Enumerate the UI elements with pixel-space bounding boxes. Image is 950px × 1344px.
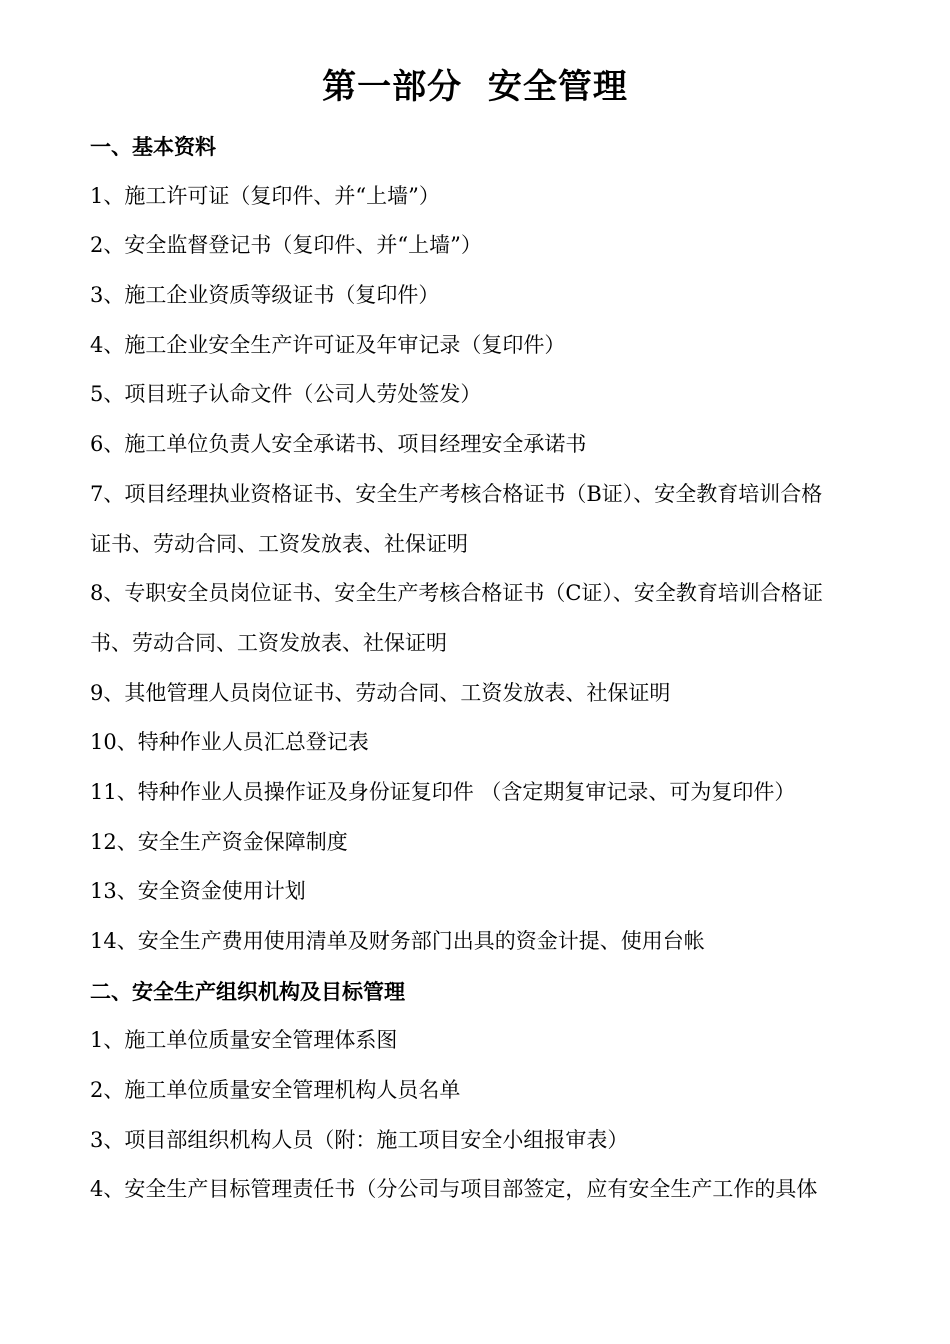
list-item: 13、安全资金使用计划 xyxy=(90,879,306,904)
list-item: 12、安全生产资金保障制度 xyxy=(90,829,348,854)
list-item: 8、专职安全员岗位证书、安全生产考核合格证书（C证）、安全教育培训合格证 xyxy=(90,581,823,606)
list-item: 5、项目班子认命文件（公司人劳处签发） xyxy=(90,382,482,407)
list-item: 2、施工单位质量安全管理机构人员名单 xyxy=(90,1078,461,1103)
list-item: 3、施工企业资质等级证书（复印件） xyxy=(90,283,440,308)
list-item: 11、特种作业人员操作证及身份证复印件 （含定期复审记录、可为复印件） xyxy=(90,779,796,804)
section-heading: 一、基本资料 xyxy=(90,134,216,159)
list-item: 14、安全生产费用使用清单及财务部门出具的资金计提、使用台帐 xyxy=(90,929,705,953)
list-item: 4、安全生产目标管理责任书（分公司与项目部签定，应有安全生产工作的具体 xyxy=(90,1177,818,1202)
list-item: 2、安全监督登记书（复印件、并“上墙”） xyxy=(90,233,482,258)
list-item: 证书、劳动合同、工资发放表、社保证明 xyxy=(90,531,468,556)
list-item: 6、施工单位负责人安全承诺书、项目经理安全承诺书 xyxy=(90,432,587,457)
document-body xyxy=(90,122,865,1215)
list-item: 1、施工许可证（复印件、并“上墙”） xyxy=(90,183,440,208)
list-item: 3、项目部组织机构人员（附：施工项目安全小组报审表） xyxy=(90,1127,629,1152)
list-item: 1、施工单位质量安全管理体系图 xyxy=(90,1028,398,1053)
list-item: 7、项目经理执业资格证书、安全生产考核合格证书（B证）、安全教育培训合格 xyxy=(90,481,823,506)
list-item: 4、施工企业安全生产许可证及年审记录（复印件） xyxy=(90,332,566,357)
section-heading: 二、安全生产组织机构及目标管理 xyxy=(90,978,405,1004)
list-item: 9、其他管理人员岗位证书、劳动合同、工资发放表、社保证明 xyxy=(90,680,671,705)
page-title: 第一部分 安全管理 xyxy=(322,67,628,107)
list-item: 书、劳动合同、工资发放表、社保证明 xyxy=(90,630,447,655)
list-item: 10、特种作业人员汇总登记表 xyxy=(90,730,369,755)
